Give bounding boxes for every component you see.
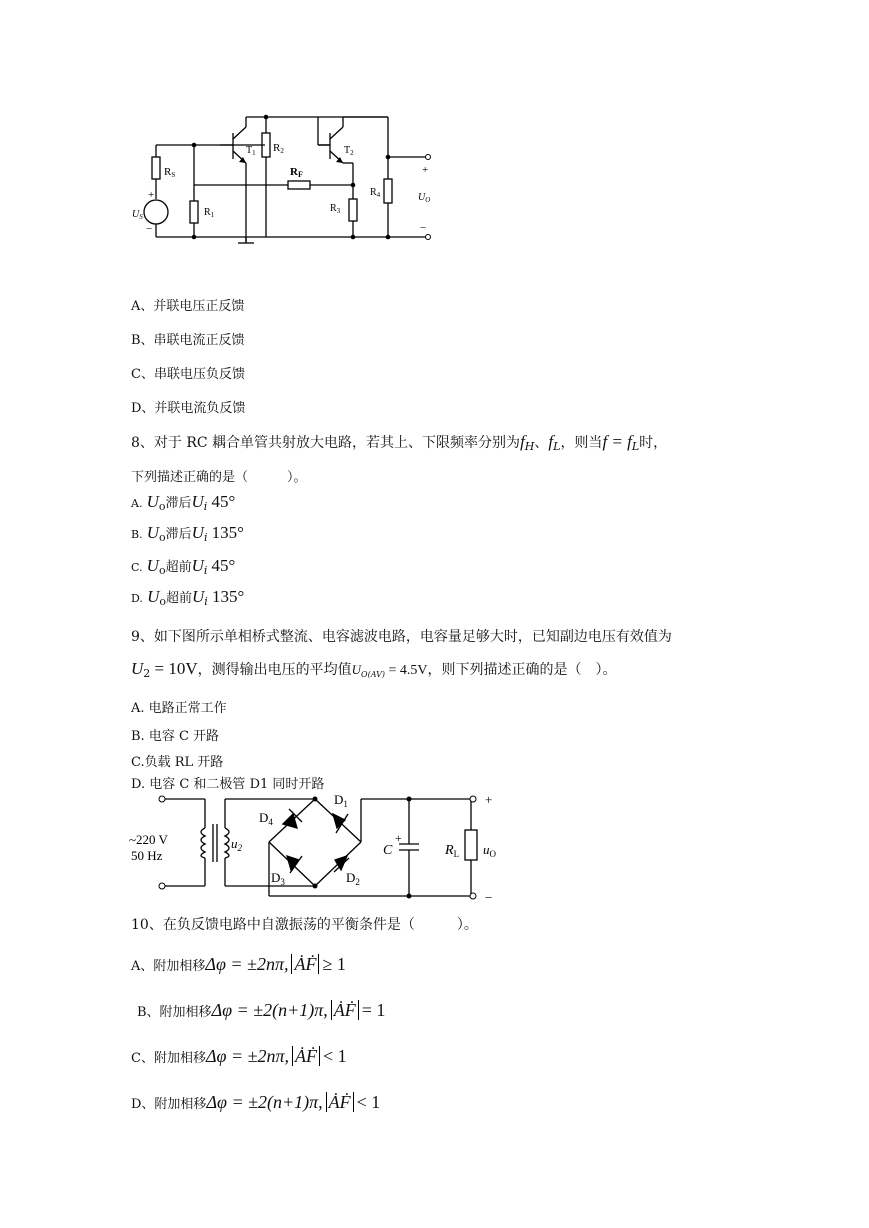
q9-option-d: D. 电容 C 和二极管 D1 同时开路 (131, 777, 325, 792)
label-src1: ~220 V (129, 832, 168, 847)
label-d1: $D_1$ (334, 792, 348, 809)
bridge-rectifier-diagram (125, 790, 505, 905)
label-uo-minus: − (420, 222, 427, 234)
q8-stem-line2: 下列描述正确的是（ ）。 (131, 470, 307, 485)
q10-option-d: D、附加相移Δφ = ±2(n+1)π, ȦḞ < 1 (131, 1092, 381, 1112)
q10-option-a: A、附加相移Δφ = ±2nπ, ȦḞ ≥ 1 (131, 954, 346, 974)
label-c-plus: + (395, 831, 402, 845)
label-uo-plus: + (485, 792, 493, 807)
label-rl: $R_L$ (445, 843, 460, 859)
q8-option-d: D. $U_o$超前$U_i$ 135° (131, 587, 245, 608)
label-c: C (383, 843, 393, 858)
label-rs: RS (164, 166, 176, 179)
q8-option-c: C. $U_o$超前$U_i$ 45° (131, 556, 236, 577)
label-u2: $u_2$ (231, 836, 242, 853)
q9-option-a: A. 电路正常工作 (131, 701, 227, 716)
q9-stem-line1: 9、如下图所示单相桥式整流、电容滤波电路，电容量足够大时，已知副边电压有效值为 (131, 629, 672, 645)
q10-option-b: B、附加相移Δφ = ±2(n+1)π, ȦḞ = 1 (137, 1000, 386, 1020)
q8-stem-line1: 8、对于 RC 耦合单管共射放大电路，若其上、下限频率分别为$f_H$、$f_L$，则当$f = f_L$时， (131, 432, 668, 453)
q7-option-d: D、并联电流负反馈 (131, 401, 246, 416)
q7-option-a: A、并联电压正反馈 (131, 299, 245, 314)
label-us-minus: − (146, 223, 153, 235)
q8-option-a: A. $U_o$滞后$U_i$ 45° (131, 492, 236, 513)
label-t1: $T_1$ (246, 145, 256, 157)
q7-option-c: C、串联电压负反馈 (131, 367, 245, 382)
label-uo: $U_O$ (418, 192, 431, 204)
label-r2: R2 (273, 142, 284, 155)
label-rf: RF (290, 166, 303, 179)
label-r4: $R_4$ (370, 187, 381, 199)
label-us: $U_S$ (132, 209, 143, 221)
q10-option-c: C、附加相移Δφ = ±2nπ, ȦḞ < 1 (131, 1046, 347, 1066)
feedback-circuit-diagram (130, 105, 440, 250)
q7-option-b: B、串联电流正反馈 (131, 333, 245, 348)
label-uo-plus: + (422, 164, 429, 176)
q9-option-b: B. 电容 C 开路 (131, 729, 220, 744)
label-d3: $D_3$ (271, 870, 285, 887)
label-r3: $R_3$ (330, 203, 341, 215)
q9-option-c: C.负载 RL 开路 (131, 755, 224, 770)
q9-stem-line2: $U_2 = 10V$，测得输出电压的平均值$U_{O(AV)} = 4.5V$，则下列描述正确的是（ ）。 (131, 659, 617, 680)
label-uo-minus: − (485, 890, 493, 905)
label-d2: $D_2$ (346, 870, 360, 887)
label-us-plus: + (148, 189, 155, 201)
label-r1: $R_1$ (204, 207, 215, 219)
q8-option-b: B. $U_o$滞后$U_i$ 135° (131, 523, 244, 544)
q10-stem: 10、在负反馈电路中自激振荡的平衡条件是（ ）。 (131, 917, 478, 933)
label-t2: $T_2$ (344, 145, 354, 157)
label-d4: $D_4$ (259, 810, 273, 827)
label-src2: 50 Hz (131, 848, 163, 863)
label-uo: $u_O$ (483, 842, 496, 859)
